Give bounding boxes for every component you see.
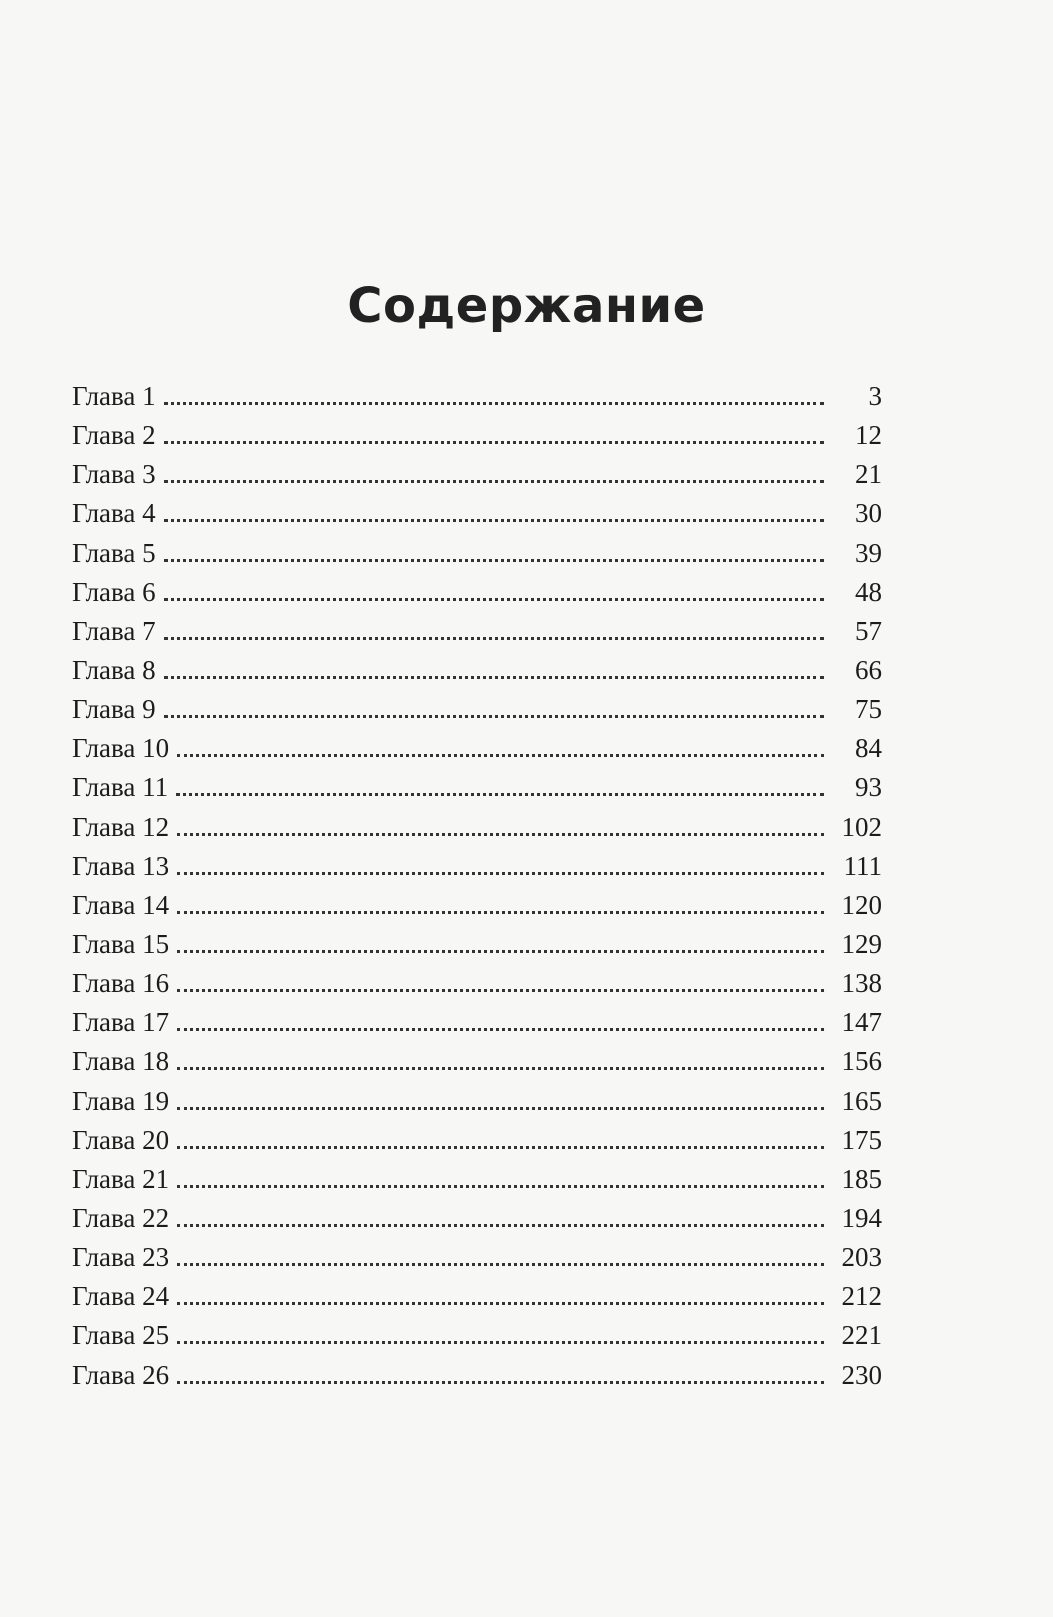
toc-entry-page: 165: [841, 1085, 882, 1116]
table-of-contents: [72, 377, 882, 1395]
toc-entry-page: 57: [855, 615, 882, 646]
toc-entry-label: Глава 2: [72, 420, 156, 451]
dot-leader: [177, 989, 824, 992]
toc-entry[interactable]: [72, 1316, 882, 1355]
dot-leader: [164, 715, 824, 718]
toc-entry-page: 185: [841, 1163, 882, 1194]
toc-entry-page: 66: [855, 654, 882, 685]
toc-entry[interactable]: [72, 1238, 882, 1277]
toc-entry-label: Глава 3: [72, 459, 156, 490]
toc-entry[interactable]: [72, 534, 882, 573]
toc-entry-page: 75: [855, 694, 882, 725]
toc-entry-label: Глава 17: [72, 1007, 170, 1038]
toc-entry[interactable]: [72, 612, 882, 651]
toc-entry-label: Глава 23: [72, 1242, 170, 1273]
toc-entry-page: 203: [841, 1242, 882, 1273]
toc-entry-label: Глава 15: [72, 928, 170, 959]
toc-entry[interactable]: [72, 808, 882, 847]
dot-leader: [177, 872, 824, 875]
dot-leader: [177, 911, 824, 914]
toc-entry-label: Глава 19: [72, 1085, 170, 1116]
toc-entry-page: 84: [855, 733, 882, 764]
toc-entry[interactable]: [72, 768, 882, 807]
dot-leader: [177, 754, 824, 757]
toc-entry-page: 230: [841, 1359, 882, 1390]
toc-entry[interactable]: [72, 1121, 882, 1160]
toc-entry-label: Глава 20: [72, 1124, 170, 1155]
toc-entry-label: Глава 16: [72, 968, 170, 999]
dot-leader: [164, 519, 824, 522]
dot-leader: [177, 1107, 824, 1110]
toc-entry-page: 21: [855, 459, 882, 490]
toc-entry-page: 48: [855, 576, 882, 607]
toc-entry[interactable]: [72, 651, 882, 690]
toc-entry-label: Глава 1: [72, 381, 156, 411]
dot-leader: [177, 1185, 824, 1188]
dot-leader: [164, 480, 824, 483]
toc-entry[interactable]: [72, 1199, 882, 1238]
toc-entry-label: Глава 18: [72, 1046, 170, 1077]
toc-entry-page: 147: [841, 1007, 882, 1038]
toc-entry[interactable]: [72, 847, 882, 886]
toc-entry[interactable]: [72, 1082, 882, 1121]
toc-entry[interactable]: [72, 729, 882, 768]
toc-entry-label: Глава 6: [72, 576, 156, 607]
toc-entry[interactable]: [72, 573, 882, 612]
toc-entry[interactable]: [72, 1042, 882, 1081]
toc-entry[interactable]: [72, 964, 882, 1003]
toc-entry[interactable]: [72, 886, 882, 925]
dot-leader: [164, 676, 824, 679]
toc-entry-label: Глава 8: [72, 654, 156, 685]
toc-entry[interactable]: [72, 455, 882, 494]
dot-leader: [164, 598, 824, 601]
dot-leader: [177, 833, 824, 836]
toc-entry-label: Глава 24: [72, 1281, 170, 1312]
toc-entry-page: 12: [855, 420, 882, 451]
toc-entry[interactable]: [72, 416, 882, 455]
toc-entry-label: Глава 22: [72, 1202, 170, 1233]
dot-leader: [177, 1302, 824, 1305]
toc-title: Содержание: [347, 278, 706, 334]
toc-entry-label: Глава 10: [72, 733, 170, 764]
toc-entry-label: Глава 26: [72, 1359, 170, 1390]
toc-entry-page: 194: [841, 1202, 882, 1233]
toc-entry-page: 138: [841, 968, 882, 999]
dot-leader: [177, 1067, 824, 1070]
toc-entry-page: 102: [841, 811, 882, 842]
dot-leader: [177, 950, 824, 953]
toc-entry-label: Глава 4: [72, 498, 156, 529]
toc-entry[interactable]: [72, 1003, 882, 1042]
dot-leader: [176, 793, 824, 796]
dot-leader: [164, 402, 824, 405]
dot-leader: [177, 1224, 824, 1227]
toc-entry-page: 111: [843, 850, 882, 881]
toc-entry[interactable]: [72, 1160, 882, 1199]
toc-entry-label: Глава 14: [72, 889, 170, 920]
toc-entry-label: Глава 11: [72, 772, 169, 803]
dot-leader: [177, 1146, 824, 1149]
toc-entry-page: 221: [841, 1320, 882, 1351]
toc-entry[interactable]: [72, 1356, 882, 1395]
dot-leader: [177, 1028, 824, 1031]
dot-leader: [177, 1381, 824, 1384]
toc-entry-label: Глава 13: [72, 850, 170, 881]
toc-entry-label: Глава 9: [72, 694, 156, 725]
toc-entry[interactable]: [72, 925, 882, 964]
toc-entry[interactable]: [72, 377, 882, 416]
toc-entry-page: 175: [841, 1124, 882, 1155]
dot-leader: [164, 441, 824, 444]
toc-entry-page: 39: [855, 537, 882, 568]
dot-leader: [177, 1263, 824, 1266]
toc-entry-label: Глава 21: [72, 1163, 170, 1194]
toc-entry-page: 212: [841, 1281, 882, 1312]
toc-entry-label: Глава 7: [72, 615, 156, 646]
toc-entry[interactable]: [72, 494, 882, 533]
toc-entry[interactable]: [72, 1277, 882, 1316]
dot-leader: [164, 559, 824, 562]
toc-entry[interactable]: [72, 690, 882, 729]
toc-entry-page: 93: [855, 772, 882, 803]
toc-entry-label: Глава 25: [72, 1320, 170, 1351]
toc-entry-page: 120: [841, 889, 882, 920]
dot-leader: [164, 637, 824, 640]
toc-entry-page: 3: [868, 381, 882, 411]
toc-entry-page: 30: [855, 498, 882, 529]
toc-entry-label: Глава 5: [72, 537, 156, 568]
toc-entry-page: 156: [841, 1046, 882, 1077]
toc-entry-page: 129: [841, 928, 882, 959]
toc-entry-label: Глава 12: [72, 811, 170, 842]
dot-leader: [177, 1341, 824, 1344]
